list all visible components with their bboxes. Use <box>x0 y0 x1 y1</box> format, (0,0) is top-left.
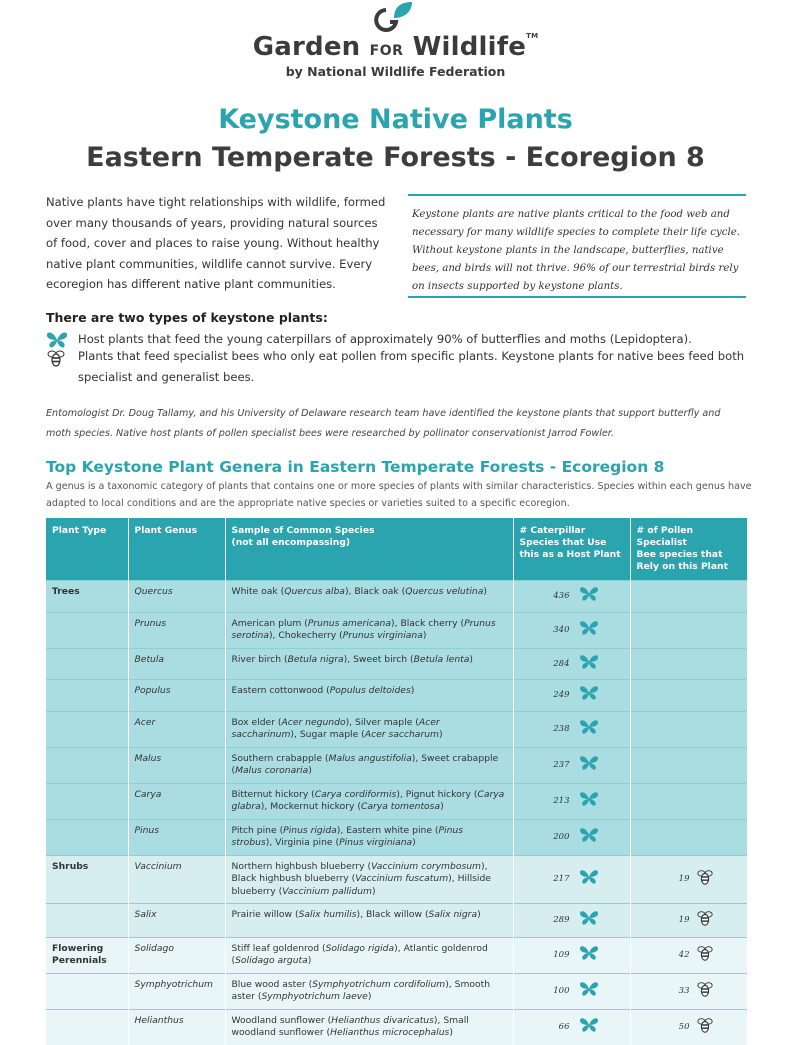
scientific-name: Quercus alba <box>284 586 345 597</box>
caterpillar-cell <box>513 680 630 712</box>
callout-box <box>408 194 746 298</box>
plant-genus-cell: Pinus <box>128 819 225 855</box>
caterpillar-count: 238 <box>553 723 570 734</box>
species-cell <box>225 855 513 904</box>
header-plant-genus: Plant Genus <box>128 518 225 581</box>
butterfly-icon <box>578 945 600 966</box>
bee-count: 42 <box>678 949 690 960</box>
plant-type-cell: Trees <box>46 581 128 613</box>
common-name: Blue wood aster ( <box>231 978 313 990</box>
scientific-name: Solidago arguta <box>235 955 308 966</box>
scientific-name: Carya glabra <box>231 788 505 812</box>
caterpillar-cell <box>513 783 630 819</box>
common-name: Eastern cottonwood ( <box>231 685 330 696</box>
bee-icon <box>696 1016 714 1039</box>
common-name: ), Virginia pine ( <box>265 837 340 848</box>
plant-type-cell <box>46 973 128 1009</box>
common-name: Northern highbush blueberry ( <box>231 860 372 872</box>
scientific-name: Pinus virginiana <box>339 837 413 848</box>
table-row <box>46 747 747 783</box>
common-name: ), Sweet crabapple ( <box>231 752 499 776</box>
caterpillar-cell <box>513 747 630 783</box>
scientific-name: Symphyotrichum cordifolium <box>312 978 446 990</box>
butterfly-icon <box>578 586 600 607</box>
caterpillar-cell <box>513 855 630 904</box>
plant-genus-cell: Symphyotrichum <box>128 973 225 1009</box>
common-name: ), Mockernut hickory ( <box>260 801 361 812</box>
header-bees <box>630 518 747 581</box>
species-cell <box>225 937 513 973</box>
header-species-line2: (not all encompassing) <box>231 537 351 548</box>
caterpillar-count: 340 <box>553 624 570 635</box>
bee-icon <box>696 909 714 932</box>
bee-icon <box>696 980 714 1003</box>
caterpillar-cell <box>513 1009 630 1045</box>
caterpillar-cell <box>513 937 630 973</box>
species-cell <box>225 648 513 680</box>
bee-cell <box>630 747 747 783</box>
common-name: ), Sugar maple ( <box>290 729 365 740</box>
species-cell <box>225 904 513 938</box>
plant-genus-cell: Vaccinium <box>128 855 225 904</box>
species-cell <box>225 783 513 819</box>
bee-cell <box>630 783 747 819</box>
plant-type-cell: Shrubs <box>46 855 128 904</box>
common-name: ) <box>483 586 487 597</box>
caterpillar-count: 436 <box>553 591 570 601</box>
butterfly-icon <box>578 620 600 641</box>
common-name: ), Chokecherry ( <box>268 630 343 641</box>
common-name: ) <box>439 729 443 740</box>
plant-type-cell <box>46 612 128 648</box>
plant-genus-cell: Quercus <box>128 581 225 613</box>
caterpillar-count: 217 <box>553 874 570 884</box>
header-plant-type: Plant Type <box>46 518 128 581</box>
plant-genus-cell: Populus <box>128 680 225 712</box>
butterfly-icon <box>578 654 600 675</box>
caterpillar-cell <box>513 612 630 648</box>
butterfly-icon <box>578 719 600 740</box>
species-cell <box>225 973 513 1009</box>
bee-cell <box>630 1009 747 1045</box>
plant-genus-cell: Malus <box>128 747 225 783</box>
caterpillar-count: 200 <box>553 831 570 842</box>
table-row <box>46 973 747 1009</box>
common-name: ), Smooth aster ( <box>231 978 491 1002</box>
table-row <box>46 783 747 819</box>
caterpillar-count: 66 <box>558 1021 570 1032</box>
plant-type-cell: Flowering Perennials <box>46 937 128 973</box>
scientific-name: Acer saccharum <box>364 729 439 740</box>
caterpillar-cell <box>513 648 630 680</box>
caterpillar-count: 289 <box>553 915 570 925</box>
common-name: ) <box>367 991 372 1002</box>
plant-type-cell <box>46 819 128 855</box>
common-name: ) <box>412 837 416 848</box>
scientific-name: Malus angustifolia <box>328 752 412 764</box>
butterfly-icon <box>578 981 600 1002</box>
butterfly-icon <box>578 910 600 931</box>
bee-count: 50 <box>678 1021 690 1032</box>
scientific-name: Malus coronaria <box>235 765 309 776</box>
scientific-name: Solidago rigida <box>325 942 395 954</box>
scientific-name: Vaccinium corymbosum <box>371 860 482 872</box>
butterfly-icon <box>578 1017 600 1038</box>
bee-icon <box>696 944 714 967</box>
plant-type-cell <box>46 783 128 819</box>
species-cell <box>225 1009 513 1045</box>
common-name: ), Black highbush blueberry ( <box>231 860 488 884</box>
table-row <box>46 581 747 613</box>
caterpillar-cell <box>513 819 630 855</box>
species-cell <box>225 711 513 747</box>
common-name: ) <box>410 685 415 696</box>
table-body <box>46 581 747 1045</box>
trademark: TM <box>526 32 539 40</box>
type-host-text: Host plants that feed the young caterpillars of approximately 90% of butterflies and moths (Lepidoptera). <box>78 332 692 346</box>
plant-genus-cell: Helianthus <box>128 1009 225 1045</box>
page-title: Keystone Native Plants <box>218 104 573 135</box>
plant-genus-cell: Acer <box>128 711 225 747</box>
common-name: ) <box>477 909 481 920</box>
bee-cell <box>630 855 747 904</box>
scientific-name: Vaccinium fuscatum <box>355 873 449 884</box>
common-name: ) <box>422 630 427 641</box>
table-row <box>46 648 747 680</box>
bee-cell <box>630 819 747 855</box>
common-name: Pitch pine ( <box>231 824 284 836</box>
table-row <box>46 855 747 904</box>
scientific-name: Carya cordiformis <box>314 788 397 800</box>
common-name: ), Pignut hickory ( <box>396 788 478 800</box>
common-name: ) <box>449 1027 453 1038</box>
bee-count: 19 <box>678 874 690 884</box>
species-cell <box>225 819 513 855</box>
common-name: Woodland sunflower ( <box>231 1014 332 1026</box>
scientific-name: Carya tomentosa <box>360 801 441 812</box>
caterpillar-cell <box>513 581 630 613</box>
caterpillar-count: 237 <box>553 759 570 770</box>
common-name: Prairie willow ( <box>231 909 299 920</box>
caterpillar-cell <box>513 711 630 747</box>
common-name: Stiff leaf goldenrod ( <box>231 942 326 954</box>
scientific-name: Populus deltoides <box>329 685 411 696</box>
header-species <box>225 518 513 581</box>
butterfly-icon <box>578 685 600 706</box>
callout-text: Keystone plants are native plants critical to the food web and necessary for many wildlife species to complete their life cycle. Without keystone plants in the landscape, butterflies, native bees, and birds will not thrive. 96% of our terrestrial birds rely on insects supported by keystone plants. <box>412 209 740 292</box>
species-cell <box>225 680 513 712</box>
butterfly-icon <box>578 827 600 848</box>
plant-type-cell <box>46 680 128 712</box>
plant-type-cell <box>46 648 128 680</box>
butterfly-icon <box>46 331 68 349</box>
caterpillar-count: 213 <box>553 795 570 806</box>
caterpillar-count: 109 <box>553 949 570 960</box>
caterpillar-count: 249 <box>553 690 570 700</box>
species-cell <box>225 581 513 613</box>
header-caterpillar <box>513 518 630 581</box>
plant-genus-cell: Prunus <box>128 612 225 648</box>
butterfly-icon <box>578 755 600 776</box>
scientific-name: Prunus virginiana <box>342 630 423 641</box>
common-name: ), Black oak ( <box>344 586 406 597</box>
header-cat-line3: this as a Host Plant <box>519 549 621 560</box>
common-name: ) <box>307 955 312 966</box>
plant-type-cell <box>46 904 128 938</box>
header-bee-line3: Rely on this Plant <box>636 561 728 572</box>
common-name: ), Hillside blueberry ( <box>231 873 491 897</box>
bee-cell <box>630 973 747 1009</box>
header-bee-line2: Bee species that <box>636 549 723 560</box>
common-name: American plum ( <box>231 617 308 629</box>
scientific-name: Vaccinium pallidum <box>282 885 372 897</box>
bee-cell <box>630 904 747 938</box>
scientific-name: Betula lenta <box>413 653 470 665</box>
caterpillar-cell <box>513 904 630 938</box>
bee-icon <box>696 868 714 891</box>
page-subtitle: Eastern Temperate Forests - Ecoregion 8 <box>86 142 705 173</box>
plant-type-cell <box>46 747 128 783</box>
common-name: ) <box>308 765 312 776</box>
type-bees-text: Plants that feed specialist bees who only eat pollen from specific plants. Keystone plants for native bees feed both specialist and generalist bees. <box>78 349 745 384</box>
common-name: ) <box>469 653 473 665</box>
butterfly-icon <box>578 869 600 890</box>
common-name: ), Black willow ( <box>356 909 429 920</box>
common-name: ), Atlantic goldenrod ( <box>231 942 488 966</box>
scientific-name: Prunus americana <box>307 617 392 629</box>
plant-type-cell <box>46 1009 128 1045</box>
scientific-name: Symphyotrichum laeve <box>261 991 368 1002</box>
bee-cell <box>630 711 747 747</box>
common-name: ) <box>371 885 376 897</box>
scientific-name: Quercus velutina <box>405 586 484 597</box>
research-credit: Entomologist Dr. Doug Tallamy, and his University of Delaware research team have identified the keystone plants that support butterfly and moth species. Native host plants of pollen specialist bees were researched by pollinator conservationist Jarrod Fowler. <box>46 408 721 439</box>
caterpillar-count: 100 <box>553 985 570 996</box>
plant-genus-cell: Carya <box>128 783 225 819</box>
scientific-name: Pinus strobus <box>231 824 464 848</box>
bee-cell <box>630 612 747 648</box>
types-heading: There are two types of keystone plants: <box>46 310 328 325</box>
species-cell <box>225 747 513 783</box>
bee-icon <box>46 348 68 366</box>
table-row <box>46 1009 747 1045</box>
brand-subtitle: by National Wildlife Federation <box>285 64 506 79</box>
header-bee-line1: # of Pollen Specialist <box>636 525 694 548</box>
common-name: Southern crabapple ( <box>231 752 329 764</box>
table-header-row <box>46 518 747 581</box>
section-description: A genus is a taxonomic category of plants that contains one or more species of plants with similar characteristics. Species within each genus have adapted to local conditions and are the appropriate native species or varieties suited to a specific ecoregion. <box>46 481 752 509</box>
common-name: ), Black cherry ( <box>391 617 465 629</box>
scientific-name: Acer saccharinum <box>231 716 440 740</box>
table-row <box>46 904 747 938</box>
scientific-name: Helianthus divaricatus <box>331 1014 434 1026</box>
common-name: ) <box>440 801 444 812</box>
plant-type-cell <box>46 711 128 747</box>
caterpillar-count: 284 <box>553 658 570 669</box>
section-title: Top Keystone Plant Genera in Eastern Temperate Forests - Ecoregion 8 <box>46 458 665 476</box>
common-name: ), Small woodland sunflower ( <box>231 1014 469 1038</box>
bee-cell <box>630 581 747 613</box>
species-cell <box>225 612 513 648</box>
common-name: ), Eastern white pine ( <box>336 824 439 836</box>
bee-cell <box>630 648 747 680</box>
intro-paragraph: Native plants have tight relationships with wildlife, formed over many thousands of years, providing natural sources of food, cover and places to raise young. Without healthy native plant communities, wildlife cannot survive. Every ecoregion has different native plant communities. <box>46 195 386 291</box>
bee-cell <box>630 937 747 973</box>
header-species-line1: Sample of Common Species <box>231 525 375 536</box>
table-row <box>46 819 747 855</box>
scientific-name: Helianthus microcephalus <box>330 1027 450 1038</box>
bee-cell <box>630 680 747 712</box>
keystone-table <box>46 518 748 1045</box>
common-name: River birch ( <box>231 653 288 665</box>
common-name: Box elder ( <box>231 716 282 728</box>
common-name: Bitternut hickory ( <box>231 788 315 800</box>
table-row <box>46 711 747 747</box>
scientific-name: Betula nigra <box>287 653 344 665</box>
plant-genus-cell: Solidago <box>128 937 225 973</box>
scientific-name: Pinus rigida <box>283 824 337 836</box>
scientific-name: Prunus serotina <box>231 617 496 641</box>
bee-count: 19 <box>678 915 690 925</box>
common-name: ), Silver maple ( <box>345 716 419 728</box>
caterpillar-cell <box>513 973 630 1009</box>
brand-name-left: Garden <box>252 32 370 62</box>
brand-name-right: Wildlife <box>403 32 527 62</box>
common-name: White oak ( <box>231 586 285 597</box>
brand-name-for: FOR <box>369 43 404 59</box>
butterfly-icon <box>578 791 600 812</box>
table-row <box>46 612 747 648</box>
header-cat-line2: Species that Use <box>519 537 607 548</box>
scientific-name: Acer negundo <box>281 716 346 728</box>
common-name: ), Sweet birch ( <box>343 653 414 665</box>
plant-genus-cell: Betula <box>128 648 225 680</box>
plant-genus-cell: Salix <box>128 904 225 938</box>
header-cat-line1: # Caterpillar <box>519 525 586 536</box>
scientific-name: Salix humilis <box>298 909 357 920</box>
scientific-name: Salix nigra <box>428 909 478 920</box>
table-row <box>46 937 747 973</box>
table-row <box>46 680 747 712</box>
brand-logo[interactable] <box>0 32 791 62</box>
bee-count: 33 <box>678 985 690 996</box>
